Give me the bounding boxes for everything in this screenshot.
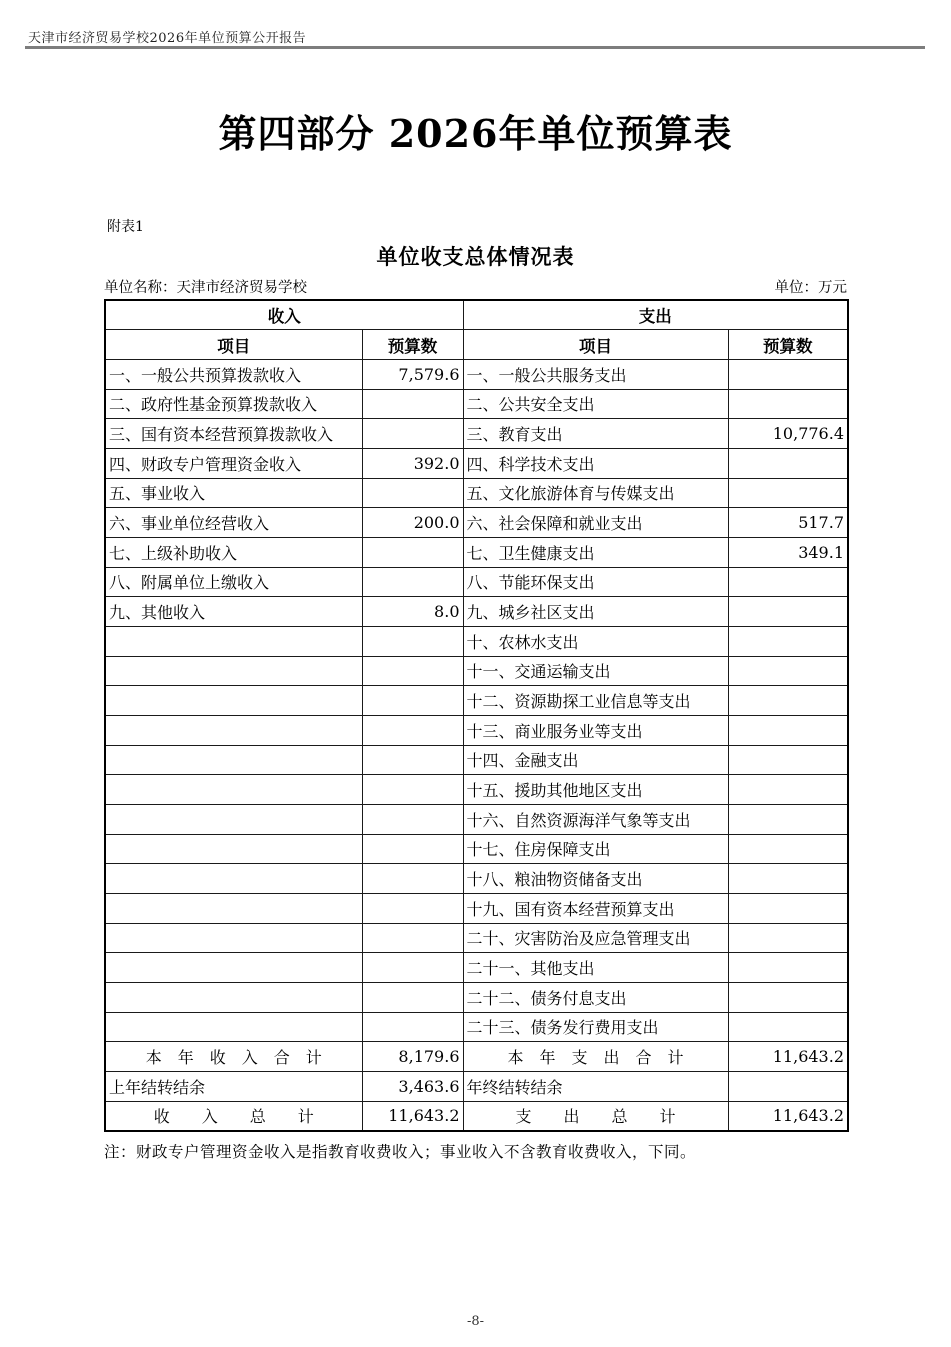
income-value-cell	[362, 834, 463, 864]
income-value-cell	[362, 982, 463, 1012]
income-section-header: 收入	[105, 300, 463, 330]
expense-value-cell	[728, 804, 848, 834]
expense-value-cell	[728, 923, 848, 953]
table-row	[105, 419, 848, 449]
income-item-cell	[105, 923, 362, 953]
expense-total-value-cell	[728, 1071, 848, 1101]
expense-item-cell: 四、科学技术支出	[463, 448, 728, 478]
expense-value-cell	[728, 745, 848, 775]
table-row	[105, 1012, 848, 1042]
income-value-cell	[362, 686, 463, 716]
expense-budget-column-header: 预算数	[728, 330, 848, 360]
table-row	[105, 626, 848, 656]
expense-value-cell	[728, 567, 848, 597]
income-value-cell	[362, 626, 463, 656]
table-row	[105, 775, 848, 805]
income-item-cell: 九、其他收入	[105, 597, 362, 627]
income-value-cell	[362, 923, 463, 953]
expense-value-cell: 517.7	[728, 508, 848, 538]
income-item-cell	[105, 834, 362, 864]
income-value-cell	[362, 804, 463, 834]
income-value-cell: 8.0	[362, 597, 463, 627]
income-value-cell	[362, 745, 463, 775]
table-row	[105, 656, 848, 686]
table-meta-row	[104, 276, 847, 297]
income-total-label-cell: 收 入 总 计	[105, 1101, 362, 1131]
table-row	[105, 953, 848, 983]
main-title: 第四部分 2026年单位预算表	[218, 111, 733, 156]
income-total-value-cell: 8,179.6	[362, 1042, 463, 1072]
table-row	[105, 508, 848, 538]
income-item-cell: 八、附属单位上缴收入	[105, 567, 362, 597]
income-item-cell: 三、国有资本经营预算拨款收入	[105, 419, 362, 449]
table-row	[105, 893, 848, 923]
expense-value-cell	[728, 626, 848, 656]
income-item-cell: 六、事业单位经营收入	[105, 508, 362, 538]
expense-value-cell	[728, 597, 848, 627]
expense-total-label-cell: 年终结转结余	[463, 1071, 728, 1101]
expense-item-column-header: 项目	[463, 330, 728, 360]
section-header-row	[105, 300, 848, 330]
expense-item-cell: 二十、灾害防治及应急管理支出	[463, 923, 728, 953]
expense-total-label-cell: 本 年 支 出 合 计	[463, 1042, 728, 1072]
income-value-cell	[362, 864, 463, 894]
table-row	[105, 982, 848, 1012]
income-value-cell	[362, 419, 463, 449]
income-item-cell	[105, 745, 362, 775]
income-item-cell	[105, 804, 362, 834]
income-item-cell: 二、政府性基金预算拨款收入	[105, 389, 362, 419]
expense-item-cell: 二、公共安全支出	[463, 389, 728, 419]
expense-item-cell: 十六、自然资源海洋气象等支出	[463, 804, 728, 834]
table-row	[105, 686, 848, 716]
table-row	[105, 864, 848, 894]
income-value-cell: 200.0	[362, 508, 463, 538]
table-row	[105, 834, 848, 864]
table-row	[105, 359, 848, 389]
income-item-cell: 四、财政专户管理资金收入	[105, 448, 362, 478]
attachment-label: 附表1	[107, 219, 144, 235]
income-value-cell	[362, 715, 463, 745]
expense-item-cell: 六、社会保障和就业支出	[463, 508, 728, 538]
income-value-cell	[362, 537, 463, 567]
budget-summary-table	[104, 299, 849, 1132]
expense-value-cell	[728, 359, 848, 389]
column-header-row	[105, 330, 848, 360]
table-row	[105, 715, 848, 745]
table-row	[105, 448, 848, 478]
expense-item-cell: 八、节能环保支出	[463, 567, 728, 597]
table-footnote: 注：财政专户管理资金收入是指教育收费收入；事业收入不含教育收费收入，下同。	[104, 1143, 697, 1161]
income-value-cell	[362, 1012, 463, 1042]
expense-item-cell: 十五、援助其他地区支出	[463, 775, 728, 805]
expense-value-cell	[728, 686, 848, 716]
expense-value-cell: 349.1	[728, 537, 848, 567]
expense-value-cell	[728, 715, 848, 745]
income-total-value-cell: 11,643.2	[362, 1101, 463, 1131]
income-value-cell	[362, 567, 463, 597]
table-row	[105, 478, 848, 508]
unit-name-label: 单位名称：天津市经济贸易学校	[104, 280, 307, 296]
expense-item-cell: 十二、资源勘探工业信息等支出	[463, 686, 728, 716]
expense-item-cell: 五、文化旅游体育与传媒支出	[463, 478, 728, 508]
table-title: 单位收支总体情况表	[376, 245, 575, 269]
total-row	[105, 1071, 848, 1101]
table-row	[105, 537, 848, 567]
income-item-cell: 一、一般公共预算拨款收入	[105, 359, 362, 389]
table-row	[105, 745, 848, 775]
table-row	[105, 923, 848, 953]
expense-item-cell: 十、农林水支出	[463, 626, 728, 656]
expense-item-cell: 十四、金融支出	[463, 745, 728, 775]
expense-value-cell: 10,776.4	[728, 419, 848, 449]
income-total-value-cell: 3,463.6	[362, 1071, 463, 1101]
income-item-cell	[105, 953, 362, 983]
expense-item-cell: 十一、交通运输支出	[463, 656, 728, 686]
expense-value-cell	[728, 834, 848, 864]
expense-item-cell: 十八、粮油物资储备支出	[463, 864, 728, 894]
income-item-cell	[105, 656, 362, 686]
income-item-cell	[105, 775, 362, 805]
income-item-cell: 五、事业收入	[105, 478, 362, 508]
income-value-cell	[362, 389, 463, 419]
income-value-cell: 392.0	[362, 448, 463, 478]
income-item-column-header: 项目	[105, 330, 362, 360]
expense-value-cell	[728, 1012, 848, 1042]
income-item-cell	[105, 715, 362, 745]
expense-value-cell	[728, 448, 848, 478]
expense-item-cell: 二十三、债务发行费用支出	[463, 1012, 728, 1042]
total-row	[105, 1101, 848, 1131]
expense-item-cell: 十七、住房保障支出	[463, 834, 728, 864]
currency-unit-label: 单位：万元	[774, 280, 847, 296]
header-rule	[25, 46, 925, 49]
expense-total-value-cell: 11,643.2	[728, 1101, 848, 1131]
income-item-cell	[105, 686, 362, 716]
expense-value-cell	[728, 982, 848, 1012]
expense-value-cell	[728, 893, 848, 923]
expense-value-cell	[728, 389, 848, 419]
expense-value-cell	[728, 775, 848, 805]
income-budget-column-header: 预算数	[362, 330, 463, 360]
income-item-cell	[105, 982, 362, 1012]
expense-total-label-cell: 支 出 总 计	[463, 1101, 728, 1131]
expense-item-cell: 二十二、债务付息支出	[463, 982, 728, 1012]
table-row	[105, 389, 848, 419]
total-row	[105, 1042, 848, 1072]
income-item-cell	[105, 893, 362, 923]
expense-value-cell	[728, 478, 848, 508]
table-row	[105, 567, 848, 597]
income-total-label-cell: 上年结转结余	[105, 1071, 362, 1101]
income-value-cell	[362, 893, 463, 923]
expense-item-cell: 一、一般公共服务支出	[463, 359, 728, 389]
expense-value-cell	[728, 656, 848, 686]
expense-total-value-cell: 11,643.2	[728, 1042, 848, 1072]
income-item-cell	[105, 1012, 362, 1042]
table-row	[105, 597, 848, 627]
expense-section-header: 支出	[463, 300, 848, 330]
income-total-label-cell: 本 年 收 入 合 计	[105, 1042, 362, 1072]
document-header-text: 天津市经济贸易学校2026年单位预算公开报告	[28, 31, 307, 46]
expense-value-cell	[728, 864, 848, 894]
page-number: -8-	[466, 1314, 485, 1329]
income-value-cell	[362, 656, 463, 686]
income-value-cell	[362, 953, 463, 983]
table-row	[105, 804, 848, 834]
expense-value-cell	[728, 953, 848, 983]
expense-item-cell: 十三、商业服务业等支出	[463, 715, 728, 745]
income-value-cell	[362, 775, 463, 805]
income-item-cell: 七、上级补助收入	[105, 537, 362, 567]
expense-item-cell: 三、教育支出	[463, 419, 728, 449]
income-item-cell	[105, 864, 362, 894]
expense-item-cell: 二十一、其他支出	[463, 953, 728, 983]
income-value-cell: 7,579.6	[362, 359, 463, 389]
expense-item-cell: 七、卫生健康支出	[463, 537, 728, 567]
expense-item-cell: 九、城乡社区支出	[463, 597, 728, 627]
income-value-cell	[362, 478, 463, 508]
income-item-cell	[105, 626, 362, 656]
expense-item-cell: 十九、国有资本经营预算支出	[463, 893, 728, 923]
